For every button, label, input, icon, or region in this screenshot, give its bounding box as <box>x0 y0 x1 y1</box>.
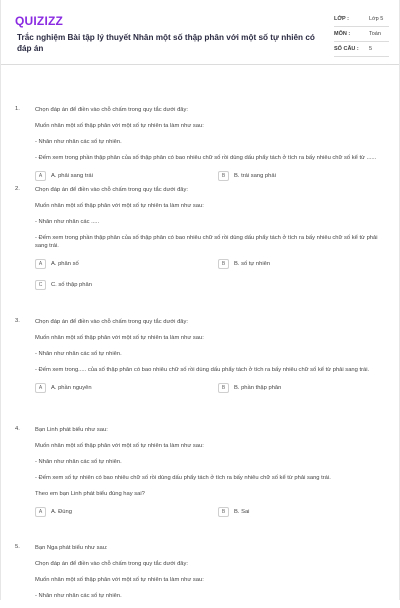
meta-value: Lớp 5 <box>369 16 384 22</box>
question-text: Chọn đáp án để điền vào chỗ chấm trong quy tắc dưới đây: <box>35 107 189 113</box>
answer-options <box>35 258 385 271</box>
option-text: A. Đúng <box>51 508 72 515</box>
question-number: 3. <box>15 318 20 324</box>
answer-option-b[interactable] <box>218 506 249 517</box>
meta-label: SỐ CÂU : <box>334 46 359 52</box>
answer-option-a[interactable] <box>35 382 92 393</box>
option-text: B. trái sang phải <box>234 172 276 179</box>
option-letter: B <box>218 171 229 181</box>
option-text: A. phân số <box>51 260 79 267</box>
question-text: - Đếm xem trong phần thập phân của số thập phân có bao nhiêu chữ số rồi dùng dấu phẩy tách ở tích ra bấy nhiêu chữ số kể từ ...... <box>35 155 377 161</box>
question-number: 1. <box>15 106 20 112</box>
option-text: A. phần nguyên <box>51 384 92 391</box>
meta-value: Toán <box>369 31 381 37</box>
question-body <box>35 106 385 191</box>
option-letter: A <box>35 507 46 517</box>
option-letter: C <box>35 280 46 290</box>
answer-options <box>35 506 385 519</box>
answer-option-b[interactable] <box>218 382 281 393</box>
answer-option-c[interactable] <box>35 279 92 290</box>
option-letter: A <box>35 383 46 393</box>
option-letter: A <box>35 171 46 181</box>
question-body <box>35 544 385 608</box>
option-text: B. phần thập phân <box>234 384 282 391</box>
meta-underline <box>334 56 389 57</box>
meta-label: MÔN : <box>334 31 351 37</box>
question-text: Muốn nhân một số thập phân với một số tự nhiên ta làm như sau: <box>35 123 204 129</box>
answer-options <box>35 382 385 395</box>
question-text: - Đếm xem trong..... của số thập phân có bao nhiêu chữ số rồi dùng dấu phẩy tách ở tích ra bấy nhiêu chữ số kể từ phải sang trái. <box>35 367 370 373</box>
question-text: - Nhân như nhân các số tự nhiên. <box>35 593 122 599</box>
meta-underline <box>334 41 389 42</box>
question-text: - Đếm xem trong phần thập phân của số thập phân có bao nhiêu chữ số rồi dùng dấu phẩy tách ở tích ra bấy nhiêu chữ số kể từ phải sang trái. <box>35 235 378 249</box>
answer-option-a[interactable] <box>35 506 72 517</box>
question-text: Muốn nhân một số thập phân với một số tự nhiên ta làm như sau: <box>35 577 204 583</box>
question-body <box>35 318 385 403</box>
question-body <box>35 426 385 527</box>
option-letter: A <box>35 259 46 269</box>
question-text: Bạn Linh phát biểu như sau: <box>35 427 108 433</box>
question-text: Bạn Nga phát biểu như sau: <box>35 545 108 551</box>
meta-value: 5 <box>369 46 373 52</box>
worksheet-header <box>1 0 399 65</box>
question-text: Muốn nhân một số thập phân với một số tự nhiên ta làm như sau: <box>35 203 204 209</box>
answer-options <box>35 170 385 183</box>
answer-option-a[interactable] <box>35 258 79 269</box>
question-text: - Đếm xem số tự nhiên có bao nhiêu chữ số rồi dùng dấu phẩy tách ở tích ra bấy nhiêu chữ số kể từ phải sang trái. <box>35 475 331 481</box>
question-number: 5. <box>15 544 20 550</box>
answer-option-b[interactable] <box>218 258 270 269</box>
option-text: C. số thập phân <box>51 281 92 288</box>
question-text: Chọn đáp án để điền vào chỗ chấm trong quy tắc dưới đây: <box>35 319 189 325</box>
option-text: B. số tự nhiên <box>234 260 271 267</box>
option-letter: B <box>218 259 229 269</box>
option-letter: B <box>218 507 229 517</box>
question-text: Chọn đáp án để điền vào chỗ chấm trong quy tắc dưới đây: <box>35 187 189 193</box>
question-body <box>35 186 385 300</box>
question-number: 4. <box>15 426 20 432</box>
option-text: A. phải sang trái <box>51 172 93 179</box>
meta-underline <box>334 26 389 27</box>
question-text: Theo em bạn Linh phát biểu đúng hay sai? <box>35 491 145 497</box>
answer-options <box>35 279 385 292</box>
question-text: - Nhân như nhân các số tự nhiên. <box>35 351 122 357</box>
question-text: - Nhân như nhân các số tự nhiên. <box>35 139 122 145</box>
question-text: Chọn đáp án để điền vào chỗ chấm trong quy tắc dưới đây: <box>35 561 189 567</box>
question-text: - Nhân như nhân các số tự nhiên. <box>35 459 122 465</box>
meta-label: LỚP : <box>334 16 349 22</box>
quizizz-logo: QUIZIZZ <box>15 14 64 28</box>
worksheet-title: Trắc nghiệm Bài tập lý thuyết Nhân một số thập phân với một số tự nhiên có đáp án <box>17 33 315 53</box>
answer-option-b[interactable] <box>218 170 276 181</box>
question-text: Muốn nhân một số thập phân với một số tự nhiên ta làm như sau: <box>35 335 204 341</box>
answer-option-a[interactable] <box>35 170 93 181</box>
question-text: - Nhân như nhân các ..... <box>35 219 100 225</box>
option-text: B. Sai <box>234 508 250 515</box>
option-letter: B <box>218 383 229 393</box>
question-text: Muốn nhân một số thập phân với một số tự nhiên ta làm như sau: <box>35 443 204 449</box>
question-number: 2. <box>15 186 20 192</box>
